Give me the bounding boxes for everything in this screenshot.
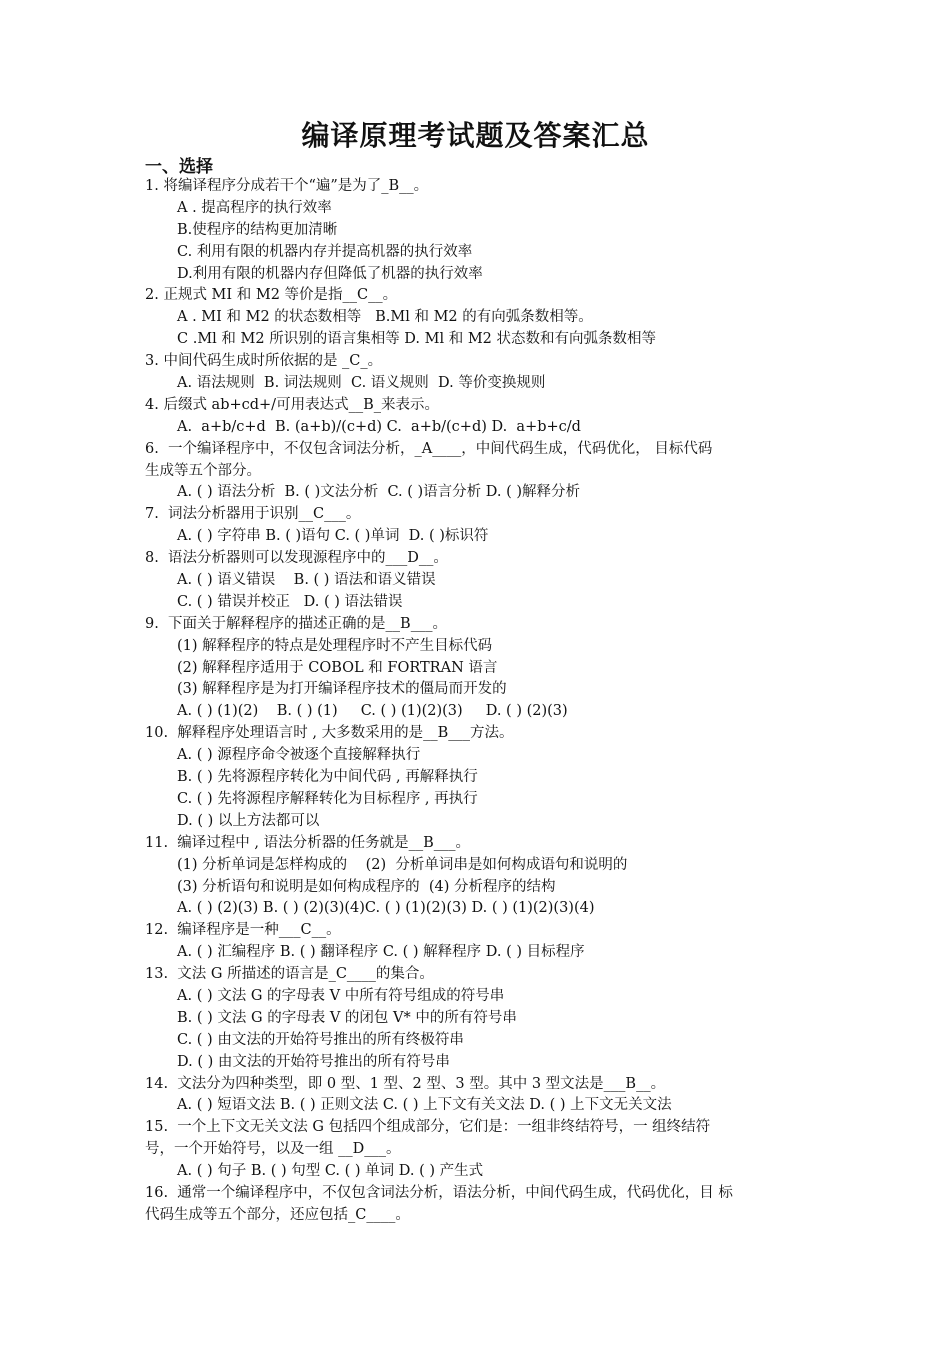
answer-option-line: A. ( ) 短语文法 B. ( ) 正则文法 C. ( ) 上下文有关文法 D. ( ) 上下文无关文法 bbox=[177, 1097, 672, 1114]
answer-option-line: A. ( ) 句子 B. ( ) 句型 C. ( ) 单词 D. ( ) 产生式 bbox=[177, 1163, 484, 1180]
question-line: 4. 后缀式 ab+cd+/可用表达式__B_来表示。 bbox=[145, 396, 439, 413]
answer-option-line: C. ( ) 错误并校正 D. ( ) 语法错误 bbox=[177, 593, 403, 610]
question-line: 16. 通常一个编译程序中，不仅包含词法分析，语法分析，中间代码生成，代码优化，目 标 bbox=[145, 1184, 733, 1201]
document-title: 编译原理考试题及答案汇总 bbox=[301, 119, 650, 152]
answer-option-line: (2) 解释程序适用于 COBOL 和 FORTRAN 语言 bbox=[177, 659, 498, 676]
question-line: 14. 文法分为四种类型，即 0 型、1 型、2 型、3 型。其中 3 型文法是___B__。 bbox=[145, 1075, 666, 1092]
answer-option-line: B. ( ) 文法 G 的字母表 V 的闭包 V* 中的所有符号串 bbox=[177, 1009, 517, 1026]
question-line: 1. 将编译程序分成若干个“遍”是为了_B__。 bbox=[145, 178, 429, 194]
answer-option-line: A. a+b/c+d B. (a+b)/(c+d) C. a+b/(c+d) D. a+b+c/d bbox=[177, 418, 581, 435]
answer-option-line: (3) 解释程序是为打开编译程序技术的僵局而开发的 bbox=[177, 681, 507, 698]
answer-option-line: A. ( ) 字符串 B. ( )语句 C. ( )单词 D. ( )标识符 bbox=[177, 528, 489, 545]
answer-option-line: A. ( ) 源程序命令被逐个直接解释执行 bbox=[177, 747, 421, 764]
question-line: 12. 编译程序是一种___C__。 bbox=[145, 922, 341, 939]
answer-option-line: A. ( ) (1)(2) B. ( ) (1) C. ( ) (1)(2)(3) D. ( ) (2)(3) bbox=[177, 703, 568, 720]
answer-option-line: A. 语法规则 B. 词法规则 C. 语义规则 D. 等价变换规则 bbox=[177, 375, 546, 392]
question-line: 8. 语法分析器则可以发现源程序中的___D__。 bbox=[145, 550, 448, 567]
answer-option-line: (1) 解释程序的特点是处理程序时不产生目标代码 bbox=[177, 637, 493, 654]
answer-option-line: B.使程序的结构更加清晰 bbox=[177, 221, 338, 238]
question-line: 6. 一个编译程序中，不仅包含词法分析，_A____，中间代码生成，代码优化， 目标代码 bbox=[145, 440, 713, 457]
question-line: 7. 词法分析器用于识别__C___。 bbox=[145, 506, 361, 523]
question-line: 9. 下面关于解释程序的描述正确的是__B___。 bbox=[145, 615, 447, 632]
answer-option-line: A. ( ) (2)(3) B. ( ) (2)(3)(4)C. ( ) (1)(2)(3) D. ( ) (1)(2)(3)(4) bbox=[177, 900, 595, 917]
answer-option-line: D.利用有限的机器内存但降低了机器的执行效率 bbox=[177, 265, 483, 282]
answer-option-line: D. ( ) 由文法的开始符号推出的所有符号串 bbox=[177, 1053, 450, 1070]
answer-option-line: A . MI 和 M2 的状态数相等 B.Ml 和 M2 的有向弧条数相等。 bbox=[177, 309, 593, 326]
answer-option-line: A. ( ) 文法 G 的字母表 V 中所有符号组成的符号串 bbox=[177, 987, 505, 1004]
answer-option-line: C .Ml 和 M2 所识别的语言集相等 D. Ml 和 M2 状态数和有向弧条数相等 bbox=[177, 331, 657, 348]
question-line: 代码生成等五个部分，还应包括_C____。 bbox=[145, 1206, 410, 1223]
question-line: 号，一个开始符号，以及一组 __D___。 bbox=[145, 1141, 401, 1158]
question-line: 生成等五个部分。 bbox=[145, 462, 261, 479]
answer-option-line: A. ( ) 语法分析 B. ( )文法分析 C. ( )语言分析 D. ( )解释分析 bbox=[177, 484, 581, 501]
question-list bbox=[145, 176, 813, 1227]
answer-option-line: (3) 分析语句和说明是如何构成程序的 (4) 分析程序的结构 bbox=[177, 878, 556, 895]
answer-option-line: B. ( ) 先将源程序转化为中间代码 , 再解释执行 bbox=[177, 769, 478, 786]
question-line: 13. 文法 G 所描述的语言是_C____的集合。 bbox=[145, 966, 434, 983]
answer-option-line: A. ( ) 语义错误 B. ( ) 语法和语义错误 bbox=[177, 572, 436, 589]
answer-option-line: C. 利用有限的机器内存并提高机器的执行效率 bbox=[177, 243, 473, 260]
answer-option-line: C. ( ) 由文法的开始符号推出的所有终极符串 bbox=[177, 1031, 464, 1048]
answer-option-line: C. ( ) 先将源程序解释转化为目标程序 , 再执行 bbox=[177, 790, 478, 807]
answer-option-line: A. ( ) 汇编程序 B. ( ) 翻译程序 C. ( ) 解释程序 D. ( ) 目标程序 bbox=[177, 944, 585, 961]
section-heading: 一、选择 bbox=[145, 157, 213, 177]
question-line: 15. 一个上下文无关文法 G 包括四个组成部分，它们是：一组非终结符号，一 组终结符 bbox=[145, 1119, 711, 1136]
answer-option-line: (1) 分析单词是怎样构成的 (2) 分析单词串是如何构成语句和说明的 bbox=[177, 856, 628, 873]
question-line: 11. 编译过程中 , 语法分析器的任务就是__B___。 bbox=[145, 834, 471, 851]
question-line: 3. 中间代码生成时所依据的是 _C_。 bbox=[145, 353, 383, 370]
question-line: 2. 正规式 MI 和 M2 等价是指__C__。 bbox=[145, 287, 398, 304]
answer-option-line: A . 提高程序的执行效率 bbox=[177, 199, 332, 216]
answer-option-line: D. ( ) 以上方法都可以 bbox=[177, 812, 320, 829]
question-line: 10. 解释程序处理语言时 , 大多数采用的是__B___方法。 bbox=[145, 725, 514, 742]
